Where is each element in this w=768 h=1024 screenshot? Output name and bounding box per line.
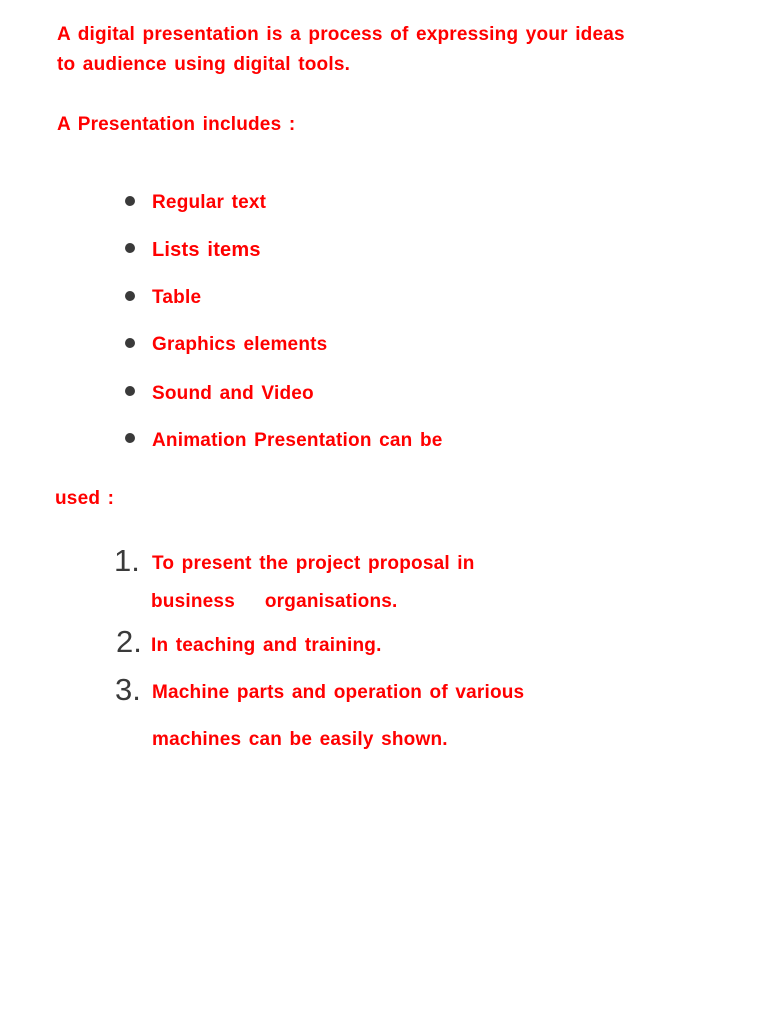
list-item: Lists items	[152, 239, 261, 261]
bullet-icon	[125, 433, 135, 443]
list-number: 3.	[115, 672, 141, 707]
intro-line-2: to audience using digital tools.	[57, 54, 351, 75]
list-item: Table	[152, 287, 202, 308]
bullet-icon	[125, 291, 135, 301]
bullet-icon	[125, 243, 135, 253]
list-item: Graphics elements	[152, 334, 328, 355]
bullet-icon	[125, 338, 135, 348]
intro-line-1: A digital presentation is a process of expressing your ideas	[57, 24, 625, 45]
bullet-icon	[125, 386, 135, 396]
list-item: Sound and Video	[152, 383, 314, 404]
numbered-item-line: In teaching and training.	[151, 635, 382, 656]
numbered-item-line: machines can be easily shown.	[152, 729, 448, 750]
used-label: used :	[55, 488, 115, 509]
list-number: 2.	[116, 624, 142, 659]
list-item: Regular text	[152, 192, 267, 213]
numbered-item-line: To present the project proposal in	[152, 553, 475, 574]
includes-heading: A Presentation includes :	[57, 114, 296, 135]
list-item: Animation Presentation can be	[152, 430, 443, 451]
list-number: 1.	[114, 543, 140, 578]
numbered-item-line: business organisations.	[151, 591, 398, 612]
bullet-icon	[125, 196, 135, 206]
numbered-item-line: Machine parts and operation of various	[152, 682, 525, 703]
